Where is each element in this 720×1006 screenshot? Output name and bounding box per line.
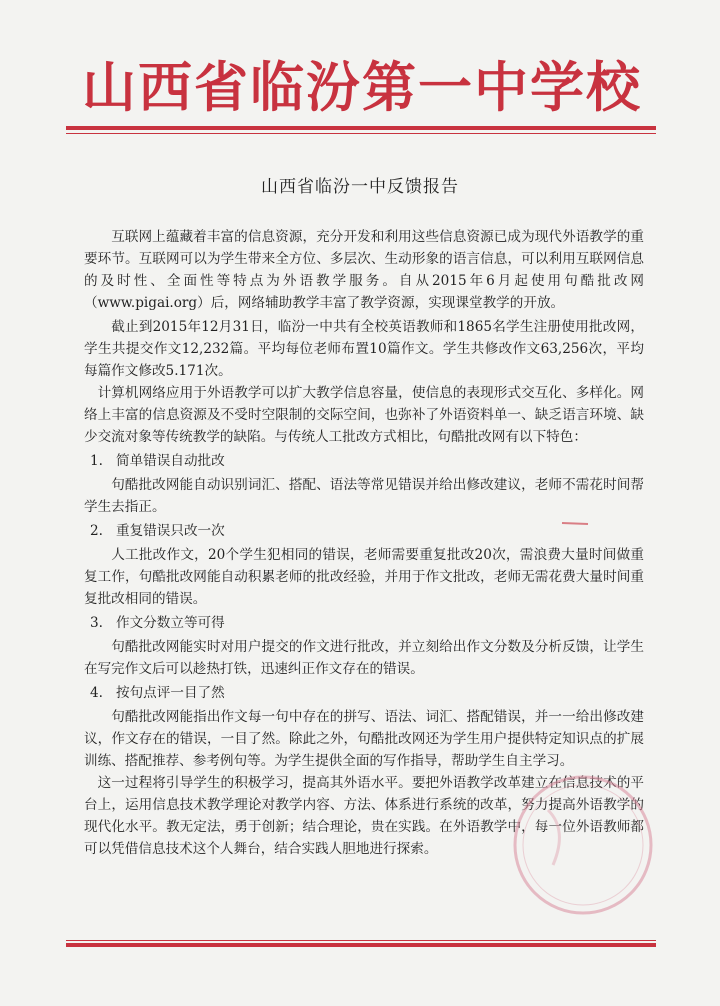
- feature-text-4: 句酷批改网能指出作文每一句中存在的拼写、语法、词汇、搭配错误，并一一给出修改建议，作文存在的错误，一目了然。除此之外，句酷批改网还为学生用户提供特定知识点的扩展训练、搭配推荐、参考例句等。为学生提供全面的写作指导，帮助学生自主学习。: [84, 709, 644, 769]
- feature-text-2: 人工批改作文，20个学生犯相同的错误，老师需要重复批改20次，需浪费大量时间做重复工作，句酷批改网能自动积累老师的批改经验，并用于作文批改，老师无需花费大量时间重复批改相同的错误。: [84, 547, 644, 607]
- feature-heading-text-4: 按句点评一目了然: [116, 685, 225, 701]
- ink-mark: [560, 520, 590, 526]
- report-body: [84, 226, 644, 860]
- feature-number-2: 2.: [90, 523, 103, 539]
- feature-number-3: 3.: [90, 615, 103, 631]
- feature-heading-4: [84, 682, 644, 704]
- footer-rule-thick: [66, 943, 656, 947]
- paragraph-intro: 互联网上蕴藏着丰富的信息资源，充分开发和利用这些信息资源已成为现代外语教学的重要环节。互联网可以为学生带来全方位、多层次、生动形象的语言信息，可以利用互联网信息的及时性、全面性等特点为外语教学服务。自从2015年6月起使用句酷批改网（www.pigai.org）后，网络辅助教学丰富了教学资源，实现课堂教学的开放。: [84, 229, 644, 311]
- letterhead-school-name: 山西省临汾第一中学校: [82, 55, 642, 119]
- feature-heading-3: [84, 612, 644, 634]
- letterhead-rule-thick: [66, 126, 656, 130]
- ink-stroke: [562, 523, 588, 524]
- feature-heading-text-2: 重复错误只改一次: [116, 523, 225, 539]
- stamp-outer-ring: [515, 777, 651, 913]
- paragraph-context: 计算机网络应用于外语教学可以扩大教学信息容量，使信息的表现形式交互化、多样化。网络上丰富的信息资源及不受时空限制的交际空间，也弥补了外语资料单一、缺乏语言环境、缺少交流对象等传统教学的缺陷。与传统人工批改方式相比，句酷批改网有以下特色：: [84, 385, 644, 445]
- feature-heading-text-1: 简单错误自动批改: [116, 453, 225, 469]
- feature-number-4: 4.: [90, 685, 103, 701]
- feature-number-1: 1.: [90, 453, 103, 469]
- feature-text-1: 句酷批改网能自动识别词汇、搭配、语法等常见错误并给出修改建议，老师不需花时间帮学生去指正。: [84, 477, 644, 515]
- stamp-inner-ring: [523, 785, 643, 905]
- official-stamp: [508, 770, 658, 920]
- report-title: 山西省临汾一中反馈报告: [261, 177, 459, 197]
- paragraph-conclusion: 这一过程将引导学生的积极学习，提高其外语水平。要把外语教学改革建立在信息技术的平台上，运用信息技术教学理论对教学内容、方法、体系进行系统的改革，努力提高外语教学的现代化水平。教无定法，勇于创新；结合理论，贵在实践。在外语教学中，每一位外语教师都可以凭借信息技术这个人舞台，结合实践人胆地进行探索。: [84, 775, 644, 857]
- feature-text-3: 句酷批改网能实时对用户提交的作文进行批改，并立刻给出作文分数及分析反馈，让学生在写完作文后可以趁热打铁，迅速纠正作文存在的错误。: [84, 639, 644, 677]
- footer-rule-thin: [66, 940, 656, 941]
- letterhead-wordmark: [0, 48, 720, 120]
- stamp-mark: [548, 810, 559, 865]
- letterhead-rule-thin: [66, 133, 656, 134]
- letterhead: [0, 48, 720, 120]
- feature-heading-1: [84, 450, 644, 472]
- paragraph-stats: 截止到2015年12月31日，临汾一中共有全校英语教师和1865名学生注册使用批改网，学生共提交作文12,232篇。平均每位老师布置10篇作文。学生共修改作文63,256次，平均每篇作文修改5.171次。: [84, 319, 644, 379]
- feature-heading-text-3: 作文分数立等可得: [116, 615, 225, 631]
